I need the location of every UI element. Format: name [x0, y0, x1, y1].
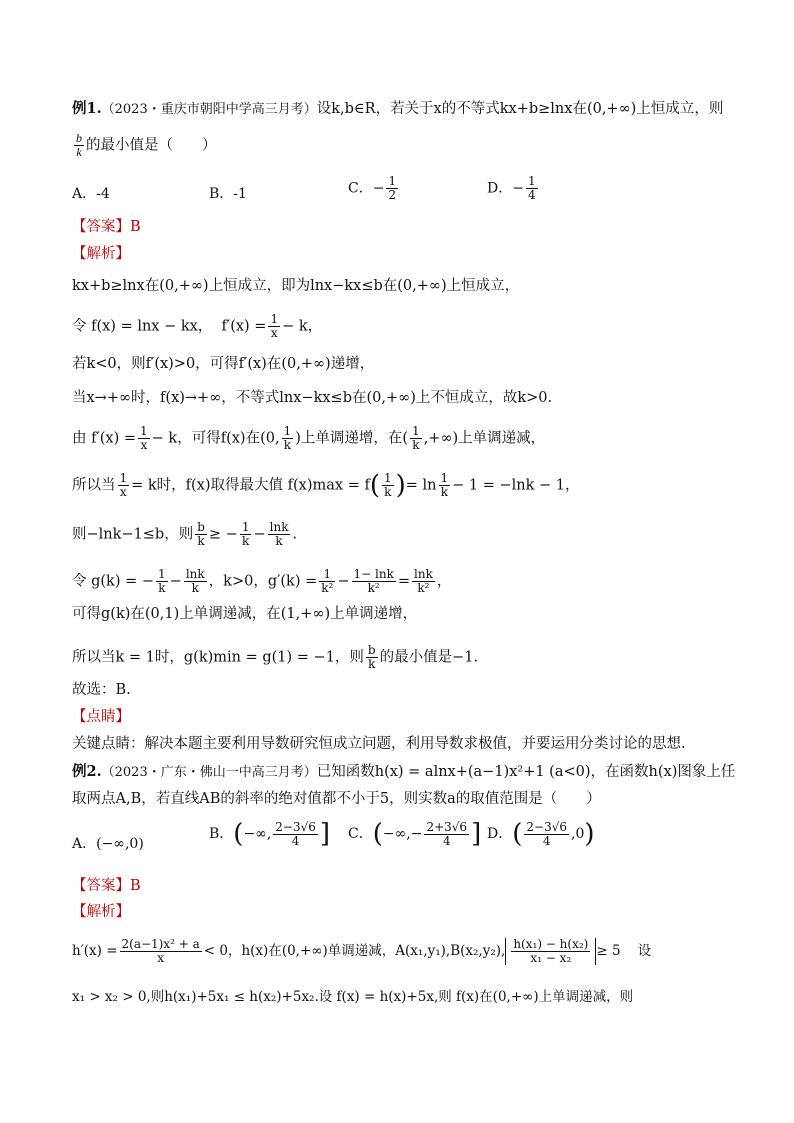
ex2-analysis-title: 【解析】 — [72, 904, 130, 920]
ex1-line9: 可得g(k)在(0,1)上单调递减，在(1,+∞)上单调递增， — [72, 606, 418, 622]
ex1-comment-title: 【点睛】 — [72, 709, 130, 725]
ex2-option-d[interactable]: D．( $\frac{2-3√6}{4}$ ,0) — [487, 819, 595, 849]
ex1-analysis-title: 【解析】 — [72, 246, 130, 262]
ex2-option-b[interactable]: B．(−∞, $\frac{2-3√6}{4}$ ] — [209, 819, 331, 849]
ex2-label: 例2. — [72, 763, 102, 780]
ex1-line11: 故选：B. — [72, 682, 131, 698]
ex1-stem-line2 — [72, 132, 217, 159]
ex1-line6: 所以当 $\frac{1}{x}$ = k时，f(x)取得最大值 f(x)max = f( $\frac{1}{k}$ )= ln $\frac{1}{k}$ − 1 = −lnk − 1， — [72, 470, 580, 501]
ex2-option-c[interactable]: C．(−∞,− $\frac{2+3√6}{4}$ ] — [348, 819, 482, 849]
ex2-answer: 【答案】B — [72, 878, 141, 894]
ex1-source: （2023・重庆市朝阳中学高三月考） — [101, 102, 317, 117]
ex1-option-c[interactable]: C．− $\frac{1}{2}$ — [348, 174, 397, 202]
ex1-stem-tail: 的最小值是（ ） — [86, 137, 217, 154]
ex1-stem-line1 — [72, 99, 723, 120]
ex1-line4: 当x→+∞时，f(x)→+∞，不等式lnx−kx≤b在(0,+∞)上不恒成立，故k>0. — [72, 390, 553, 406]
ex2-source: （2023・广东・佛山一中高三月考） — [101, 765, 317, 780]
ex1-option-a[interactable]: A．-4 — [72, 186, 110, 202]
ex2-line1: h′(x) = $\frac{\text{2(a−1)x² + a}}{x}$ < 0，h(x)在(0,+∞)单调递减，A(x₁,y₁),B(x₂,y₂), $\frac{\text{h(x₁) − h(x₂)}}{\text{x₁ − x₂}}$ ≥ 5 设 — [72, 937, 652, 965]
abs-slope: $\frac{\text{h(x₁) − h(x₂)}}{\text{x₁ − x₂}}$ — [505, 938, 596, 965]
ex1-line7: 则−lnk−1≤b，则 $\frac{b}{k}$ ≥ − $\frac{1}{k}$ − $\frac{\ln k}{k}$ . — [72, 520, 298, 548]
ex1-option-d[interactable]: D．− $\frac{1}{4}$ — [487, 174, 536, 202]
ex1-answer: 【答案】B — [72, 219, 141, 235]
ex2-stem: 已知函数h(x) = alnx+(a−1)x²+1 (a<0)，在函数h(x)图象上任 — [316, 764, 736, 780]
ex1-line5: 由 f′(x) = $\frac{1}{x}$ − k，可得f(x)在(0, $\frac{1}{k}$ )上单调递增，在( $\frac{1}{k}$ ,+∞)上单调递减， — [72, 424, 546, 452]
ex1-line8: 令 g(k) = − $\frac{1}{k}$ − $\frac{\ln k}{k}$ ，k>0，g′(k) = $\frac{1}{\text{k²}}$ − $\frac{1- \ln k}{\text{k²}}$ = $\frac{\ln k}{\text{k²}}$ ， — [72, 567, 452, 595]
frac-b-over-k: $\frac{b}{k}$ — [76, 131, 82, 159]
ex1-line3: 若k<0，则f′(x)>0，可得f′(x)在(0,+∞)递增， — [72, 356, 375, 372]
ex1-option-b[interactable]: B．-1 — [209, 186, 247, 202]
ex1-line1: kx+b≥lnx在(0,+∞)上恒成立，即为lnx−kx≤b在(0,+∞)上恒成立， — [72, 278, 520, 294]
ex2-line2: x₁ > x₂ > 0,则h(x₁)+5x₁ ≤ h(x₂)+5x₂.设 f(x) = h(x)+5x,则 f(x)在(0,+∞)上单调递减，则 — [72, 989, 634, 1005]
ex1-label: 例1. — [72, 100, 102, 117]
ex1-line2: 令 f(x) = lnx − kx， f′(x) = $\frac{1}{x}$ − k， — [72, 312, 323, 340]
ex1-stem: 设k,b∈R，若关于x的不等式kx+b≥lnx在(0,+∞)上恒成立，则 — [316, 101, 724, 117]
ex2-stem-line2: 取两点A,B，若直线AB的斜率的绝对值都不小于5，则实数a的取值范围是（ ） — [72, 791, 601, 807]
ex2-stem-line1 — [72, 762, 735, 783]
ex2-option-a[interactable]: A．(−∞,0) — [72, 836, 144, 852]
ex1-line10: 所以当k = 1时，g(k)min = g(1) = −1，则 $\frac{b}{k}$ 的最小值是−1. — [72, 643, 479, 671]
ex1-comment: 关键点睛：解决本题主要利用导数研究恒成立问题，利用导数求极值，并要运用分类讨论的思想. — [72, 736, 686, 752]
